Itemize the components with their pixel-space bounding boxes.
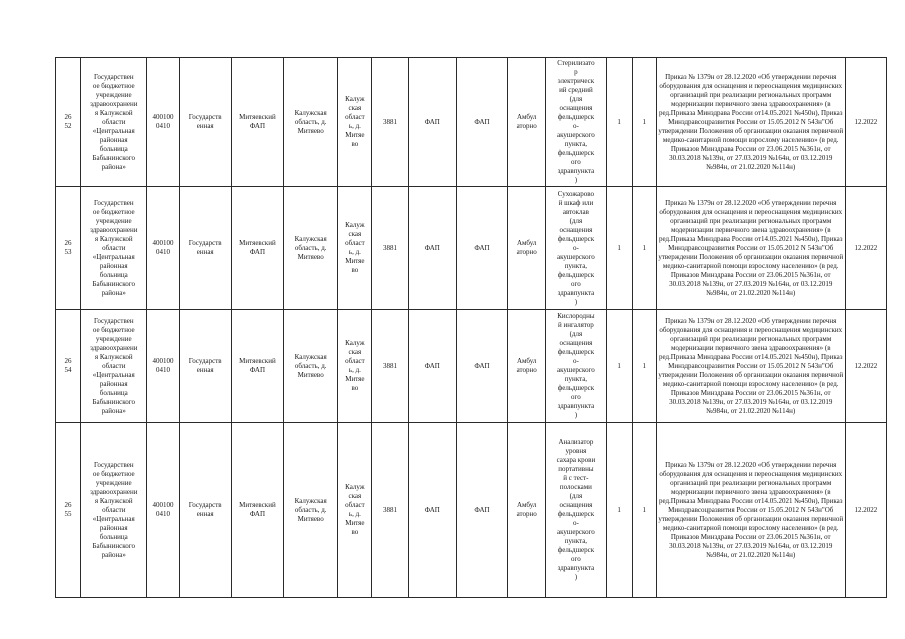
number-cell xyxy=(372,310,408,423)
address-cell xyxy=(284,58,338,187)
quantity-needed-cell-text: 1 xyxy=(642,361,646,370)
unit-type-cell xyxy=(408,187,456,310)
unit-type-cell xyxy=(408,58,456,187)
row-number-cell-text: 26 55 xyxy=(64,501,72,518)
ownership-cell-text: Государств енная xyxy=(188,239,222,256)
quantity-cell-text: 1 xyxy=(617,117,621,126)
quantity-needed-cell xyxy=(632,187,656,310)
organization-cell-text: Государствен ое бюджетное учреждение здравоохранени я Калужской области «Центральная районная больница Бабынинского района» xyxy=(90,198,138,297)
quantity-needed-cell-text: 1 xyxy=(642,117,646,126)
organization-cell xyxy=(81,58,147,187)
date-cell-text: 12.2022 xyxy=(854,243,878,252)
unit-name-cell-text: Митяевский ФАП xyxy=(239,501,276,518)
unit-kind-cell xyxy=(456,423,507,598)
equipment-name-cell-text: Кислородны й ингалятор (для оснащения фельдшерск о- акушерского пункта, фельдшерск ого здравпункта ) xyxy=(557,312,595,419)
quantity-cell xyxy=(606,310,632,423)
unit-name-cell xyxy=(231,423,283,598)
care-form-cell xyxy=(508,310,546,423)
unit-name-cell-text: Митяевский ФАП xyxy=(239,357,276,374)
unit-kind-cell xyxy=(456,187,507,310)
care-form-cell xyxy=(508,423,546,598)
date-cell-text: 12.2022 xyxy=(854,361,878,370)
date-cell xyxy=(845,423,886,598)
unit-kind-cell xyxy=(456,58,507,187)
locality-cell xyxy=(338,423,372,598)
ownership-cell-text: Государств енная xyxy=(188,357,222,374)
care-form-cell xyxy=(508,187,546,310)
row-number-cell-text: 26 52 xyxy=(64,113,72,130)
unit-kind-cell-text: ФАП xyxy=(474,243,490,252)
row-number-cell xyxy=(56,423,81,598)
table-row xyxy=(56,58,887,187)
address-cell-text: Калужская область, д. Митяево xyxy=(294,496,327,523)
care-form-cell-text: Амбул аторно xyxy=(516,357,537,374)
row-number-cell xyxy=(56,58,81,187)
row-number-cell-text: 26 54 xyxy=(64,357,72,374)
org-code-cell-text: 400100 0410 xyxy=(152,113,174,130)
regulation-cell xyxy=(656,187,845,310)
org-code-cell-text: 400100 0410 xyxy=(152,357,174,374)
number-cell-text: 3881 xyxy=(383,117,398,126)
organization-cell xyxy=(81,423,147,598)
ownership-cell xyxy=(179,423,231,598)
date-cell xyxy=(845,310,886,423)
regulation-cell xyxy=(656,58,845,187)
unit-kind-cell-text: ФАП xyxy=(474,117,490,126)
quantity-cell xyxy=(606,187,632,310)
quantity-needed-cell xyxy=(632,310,656,423)
locality-cell-text: Калуж ская област ь, д. Митяе во xyxy=(345,483,365,536)
unit-name-cell xyxy=(231,187,283,310)
quantity-cell-text: 1 xyxy=(617,243,621,252)
organization-cell xyxy=(81,310,147,423)
equipment-name-cell-text: Сухожарово й шкаф или автоклав (для оснащения фельдшерск о- акушерского пункта, фельдшерск ого здравпункта ) xyxy=(557,189,595,306)
unit-name-cell xyxy=(231,310,283,423)
org-code-cell-text: 400100 0410 xyxy=(152,501,174,518)
regulation-cell xyxy=(656,310,845,423)
regulation-cell-text: Приказ № 1379н от 28.12.2020 «Об утверждении перечня оборудования для оснащения и переоснащения медицинских организаций при реализации региональных программ модернизации первичного звена здравоохранения» (в ред.Приказа Минздрава России от14.05.2021 №450н), Приказ Минздравсоцразвития России от 15.05.2012 N 543н"Об утверждении Положения об организации оказания первичной медико-санитарной помощи взрослому населению» (в ред. Приказов Минздрава России от 23.06.2015 №361н, от 30.03.2018 №139н, от 27.03.2019 №164н, от 03.12.2019 №984н, от 21.02.2020 №114н) xyxy=(658,460,844,559)
address-cell xyxy=(284,187,338,310)
unit-type-cell-text: ФАП xyxy=(424,117,440,126)
equipment-name-cell-text: Стерилизато р электрическ ий средний (для оснащения фельдшерск о- акушерского пункта, фельдшерск ого здравпункта ) xyxy=(557,59,595,184)
equipment-register-table xyxy=(55,57,887,598)
table-row xyxy=(56,310,887,423)
quantity-cell xyxy=(606,58,632,187)
row-number-cell xyxy=(56,187,81,310)
number-cell-text: 3881 xyxy=(383,243,398,252)
table-row xyxy=(56,187,887,310)
organization-cell-text: Государствен ое бюджетное учреждение здравоохранени я Калужской области «Центральная районная больница Бабынинского района» xyxy=(90,316,138,415)
unit-type-cell-text: ФАП xyxy=(424,505,440,514)
regulation-cell-text: Приказ № 1379н от 28.12.2020 «Об утверждении перечня оборудования для оснащения и переоснащения медицинских организаций при реализации региональных программ модернизации первичного звена здравоохранения» (в ред.Приказа Минздрава России от14.05.2021 №450н), Приказ Минздравсоцразвития России от 15.05.2012 N 543н"Об утверждении Положения об организации оказания первичной медико-санитарной помощи взрослому населению» (в ред. Приказов Минздрава России от 23.06.2015 №361н, от 30.03.2018 №139н, от 27.03.2019 №164н, от 03.12.2019 №984н, от 21.02.2020 №114н) xyxy=(658,316,844,415)
equipment-name-cell xyxy=(546,423,606,598)
org-code-cell xyxy=(147,310,179,423)
address-cell xyxy=(284,310,338,423)
unit-kind-cell-text: ФАП xyxy=(474,505,490,514)
organization-cell-text: Государствен ое бюджетное учреждение здравоохранени я Калужской области «Центральная районная больница Бабынинского района» xyxy=(90,460,138,559)
number-cell xyxy=(372,423,408,598)
equipment-name-cell xyxy=(546,58,606,187)
address-cell xyxy=(284,423,338,598)
care-form-cell xyxy=(508,58,546,187)
quantity-cell-text: 1 xyxy=(617,361,621,370)
org-code-cell xyxy=(147,187,179,310)
care-form-cell-text: Амбул аторно xyxy=(516,239,537,256)
date-cell-text: 12.2022 xyxy=(854,505,878,514)
unit-type-cell-text: ФАП xyxy=(424,361,440,370)
equipment-name-cell xyxy=(546,310,606,423)
date-cell-text: 12.2022 xyxy=(854,117,878,126)
locality-cell-text: Калуж ская област ь, д. Митяе во xyxy=(345,339,365,392)
unit-type-cell xyxy=(408,310,456,423)
care-form-cell-text: Амбул аторно xyxy=(516,501,537,518)
number-cell xyxy=(372,58,408,187)
ownership-cell-text: Государств енная xyxy=(188,501,222,518)
unit-kind-cell-text: ФАП xyxy=(474,361,490,370)
quantity-cell-text: 1 xyxy=(617,505,621,514)
organization-cell xyxy=(81,187,147,310)
regulation-cell xyxy=(656,423,845,598)
care-form-cell-text: Амбул аторно xyxy=(516,113,537,130)
locality-cell-text: Калуж ская област ь, д. Митяе во xyxy=(345,95,365,148)
regulation-cell-text: Приказ № 1379н от 28.12.2020 «Об утверждении перечня оборудования для оснащения и переоснащения медицинских организаций при реализации региональных программ модернизации первичного звена здравоохранения» (в ред.Приказа Минздрава России от14.05.2021 №450н), Приказ Минздравсоцразвития России от 15.05.2012 N 543н"Об утверждении Положения об организации оказания первичной медико-санитарной помощи взрослому населению» (в ред. Приказов Минздрава России от 23.06.2015 №361н, от 30.03.2018 №139н, от 27.03.2019 №164н, от 03.12.2019 №984н, от 21.02.2020 №114н) xyxy=(658,72,844,171)
regulation-cell-text: Приказ № 1379н от 28.12.2020 «Об утверждении перечня оборудования для оснащения и переоснащения медицинских организаций при реализации региональных программ модернизации первичного звена здравоохранения» (в ред.Приказа Минздрава России от14.05.2021 №450н), Приказ Минздравсоцразвития России от 15.05.2012 N 543н"Об утверждении Положения об организации оказания первичной медико-санитарной помощи взрослому населению» (в ред. Приказов Минздрава России от 23.06.2015 №361н, от 30.03.2018 №139н, от 27.03.2019 №164н, от 03.12.2019 №984н, от 21.02.2020 №114н) xyxy=(658,198,844,297)
unit-name-cell-text: Митяевский ФАП xyxy=(239,113,276,130)
ownership-cell xyxy=(179,187,231,310)
quantity-needed-cell xyxy=(632,58,656,187)
row-number-cell-text: 26 53 xyxy=(64,239,72,256)
unit-type-cell-text: ФАП xyxy=(424,243,440,252)
locality-cell xyxy=(338,310,372,423)
locality-cell-text: Калуж ская област ь, д. Митяе во xyxy=(345,221,365,274)
quantity-needed-cell-text: 1 xyxy=(642,243,646,252)
number-cell xyxy=(372,187,408,310)
quantity-cell xyxy=(606,423,632,598)
quantity-needed-cell xyxy=(632,423,656,598)
table-body xyxy=(56,58,887,598)
date-cell xyxy=(845,58,886,187)
address-cell-text: Калужская область, д. Митяево xyxy=(294,108,327,135)
unit-name-cell xyxy=(231,58,283,187)
unit-name-cell-text: Митяевский ФАП xyxy=(239,239,276,256)
number-cell-text: 3881 xyxy=(383,361,398,370)
address-cell-text: Калужская область, д. Митяево xyxy=(294,234,327,261)
table-row xyxy=(56,423,887,598)
address-cell-text: Калужская область, д. Митяево xyxy=(294,352,327,379)
equipment-name-cell xyxy=(546,187,606,310)
locality-cell xyxy=(338,58,372,187)
ownership-cell xyxy=(179,58,231,187)
ownership-cell-text: Государств енная xyxy=(188,113,222,130)
org-code-cell-text: 400100 0410 xyxy=(152,239,174,256)
unit-kind-cell xyxy=(456,310,507,423)
unit-type-cell xyxy=(408,423,456,598)
org-code-cell xyxy=(147,58,179,187)
row-number-cell xyxy=(56,310,81,423)
org-code-cell xyxy=(147,423,179,598)
locality-cell xyxy=(338,187,372,310)
number-cell-text: 3881 xyxy=(383,505,398,514)
date-cell xyxy=(845,187,886,310)
equipment-name-cell-text: Анализатор уровня сахара крови портативны й с тест- полосками (для оснащения фельдшерск о- акушерского пункта, фельдшерск ого здравпункта ) xyxy=(556,438,596,581)
quantity-needed-cell-text: 1 xyxy=(642,505,646,514)
ownership-cell xyxy=(179,310,231,423)
organization-cell-text: Государствен ое бюджетное учреждение здравоохранени я Калужской области «Центральная районная больница Бабынинского района» xyxy=(90,72,138,171)
